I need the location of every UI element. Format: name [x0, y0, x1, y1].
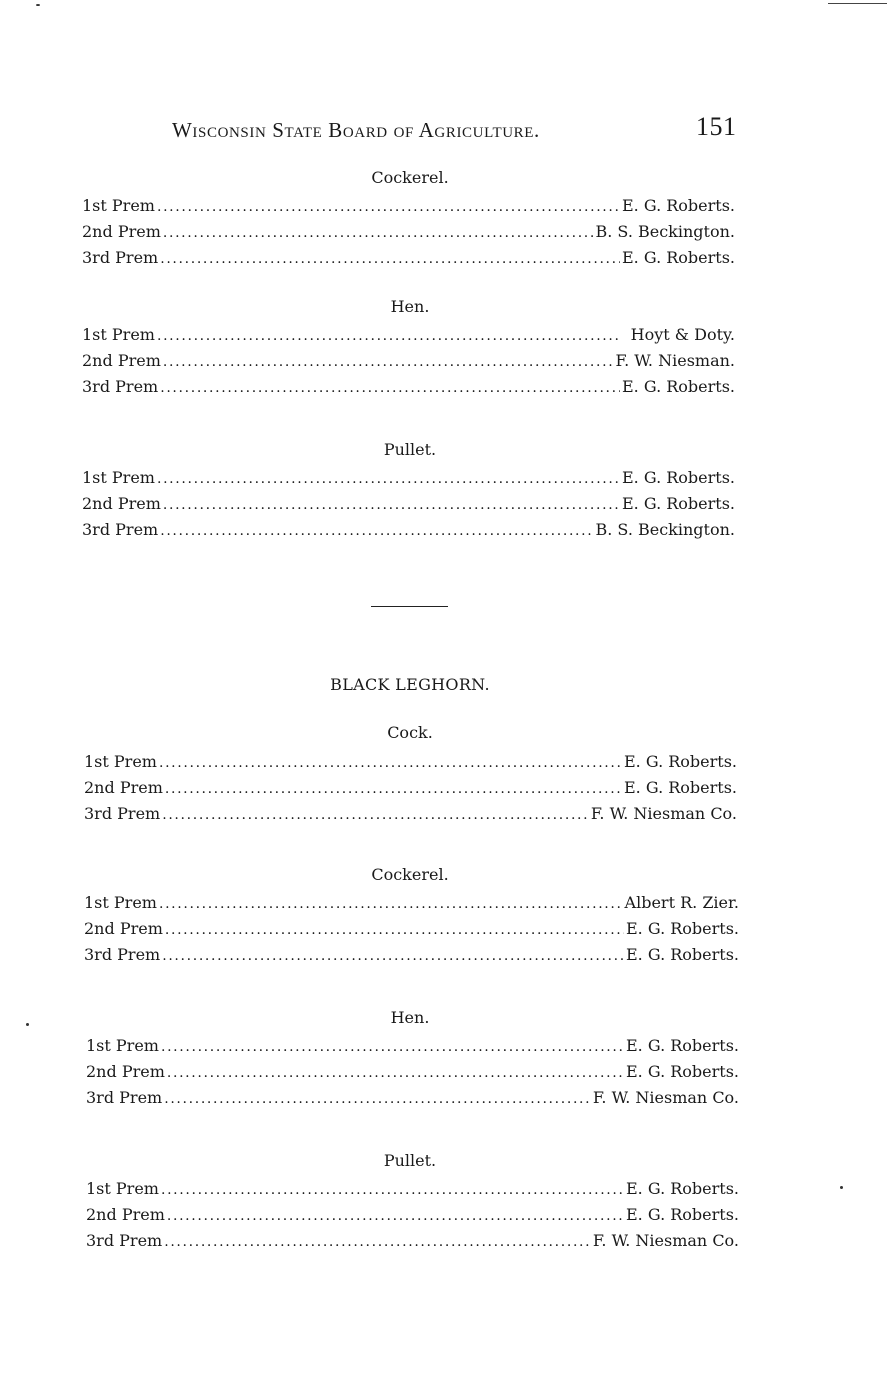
premium-place: 1st Prem [82, 468, 155, 487]
premium-winner: E. G. Roberts. [626, 1062, 739, 1081]
dot-leader [162, 945, 624, 964]
premium-winner: F. W. Niesman Co. [590, 804, 737, 823]
dot-leader [164, 1231, 591, 1250]
premium-place: 3rd Prem [84, 804, 161, 823]
scan-speck [26, 1023, 29, 1026]
premium-entry [86, 1179, 739, 1198]
premium-entry [86, 1036, 739, 1055]
section-divider-rule [371, 606, 448, 607]
premium-entry [84, 752, 737, 771]
premium-place: 3rd Prem [82, 248, 159, 267]
dot-leader [160, 248, 620, 267]
premium-place: 1st Prem [86, 1036, 159, 1055]
premium-winner: E. G. Roberts. [622, 468, 735, 487]
dot-leader [160, 377, 620, 396]
premium-winner: E. G. Roberts. [626, 1036, 739, 1055]
category-heading-cockerel: Cockerel. [371, 168, 449, 187]
premium-place: 3rd Prem [84, 945, 161, 964]
premium-entry [84, 945, 739, 964]
dot-leader [163, 351, 614, 370]
premium-place: 2nd Prem [82, 222, 161, 241]
page-number: 151 [696, 112, 737, 141]
premium-place: 2nd Prem [86, 1062, 165, 1081]
premium-entry [84, 778, 737, 797]
dot-leader [161, 1179, 624, 1198]
premium-entry [86, 1088, 739, 1107]
premium-place: 2nd Prem [82, 494, 161, 513]
dot-leader [163, 222, 594, 241]
premium-place: 2nd Prem [84, 919, 163, 938]
category-heading-hen: Hen. [390, 297, 430, 316]
premium-winner: E. G. Roberts. [626, 919, 739, 938]
dot-leader [167, 1062, 624, 1081]
premium-entry [82, 248, 735, 267]
premium-entry [82, 222, 735, 241]
running-head [0, 112, 887, 148]
premium-place: 3rd Prem [82, 520, 159, 539]
premium-place: 1st Prem [82, 325, 155, 344]
premium-entry [82, 377, 735, 396]
category-heading-pullet: Pullet. [383, 440, 437, 459]
premium-winner: Albert R. Zier. [624, 893, 739, 912]
premium-entry [82, 520, 735, 539]
premium-place: 1st Prem [82, 196, 155, 215]
premium-place: 2nd Prem [86, 1205, 165, 1224]
premium-entry [86, 1062, 739, 1081]
premium-place: 1st Prem [84, 893, 157, 912]
premium-place: 3rd Prem [82, 377, 159, 396]
scan-speck [840, 1186, 843, 1189]
premium-place: 2nd Prem [84, 778, 163, 797]
premium-place: 3rd Prem [86, 1231, 163, 1250]
premium-place: 1st Prem [86, 1179, 159, 1198]
category-heading-hen: Hen. [390, 1008, 430, 1027]
premium-entry [82, 468, 735, 487]
dot-leader [159, 752, 622, 771]
premium-winner: E. G. Roberts. [626, 945, 739, 964]
premium-entry [86, 1205, 739, 1224]
premium-winner: F. W. Niesman Co. [592, 1231, 739, 1250]
premium-winner: E. G. Roberts. [626, 1179, 739, 1198]
dot-leader [157, 196, 620, 215]
dot-leader [164, 1088, 591, 1107]
dot-leader [165, 919, 624, 938]
scan-speck [36, 4, 40, 6]
premium-winner: E. G. Roberts. [622, 377, 735, 396]
premium-winner: B. S. Beckington. [595, 222, 735, 241]
breed-heading: BLACK LEGHORN. [330, 675, 490, 694]
dot-leader [167, 1205, 624, 1224]
premium-entry [82, 494, 735, 513]
premium-winner: E. G. Roberts. [626, 1205, 739, 1224]
category-heading-cock: Cock. [387, 723, 433, 742]
premium-winner: E. G. Roberts. [622, 248, 735, 267]
dot-leader [159, 893, 623, 912]
premium-entry [84, 893, 739, 912]
premium-entry [84, 804, 737, 823]
category-heading-pullet: Pullet. [383, 1151, 437, 1170]
dot-leader [157, 468, 620, 487]
premium-entry [82, 196, 735, 215]
premium-winner: E. G. Roberts. [624, 752, 737, 771]
premium-entry [82, 325, 735, 344]
dot-leader [162, 804, 589, 823]
premium-winner: E. G. Roberts. [624, 778, 737, 797]
premium-winner: E. G. Roberts. [622, 196, 735, 215]
premium-place: 2nd Prem [82, 351, 161, 370]
premium-winner: B. S. Beckington. [595, 520, 735, 539]
category-heading-cockerel: Cockerel. [371, 865, 449, 884]
dot-leader [165, 778, 622, 797]
premium-entry [84, 919, 739, 938]
dot-leader [163, 494, 620, 513]
scan-edge-line [828, 3, 887, 4]
dot-leader [157, 325, 629, 344]
journal-title: Wisconsin State Board of Agriculture. [172, 118, 540, 142]
premium-place: 1st Prem [84, 752, 157, 771]
dot-leader [161, 1036, 624, 1055]
premium-entry [86, 1231, 739, 1250]
premium-winner: E. G. Roberts. [622, 494, 735, 513]
premium-winner: F. W. Niesman Co. [592, 1088, 739, 1107]
premium-entry [82, 351, 735, 370]
premium-winner: Hoyt & Doty. [630, 325, 735, 344]
premium-place: 3rd Prem [86, 1088, 163, 1107]
premium-winner: F. W. Niesman. [615, 351, 735, 370]
dot-leader [160, 520, 593, 539]
